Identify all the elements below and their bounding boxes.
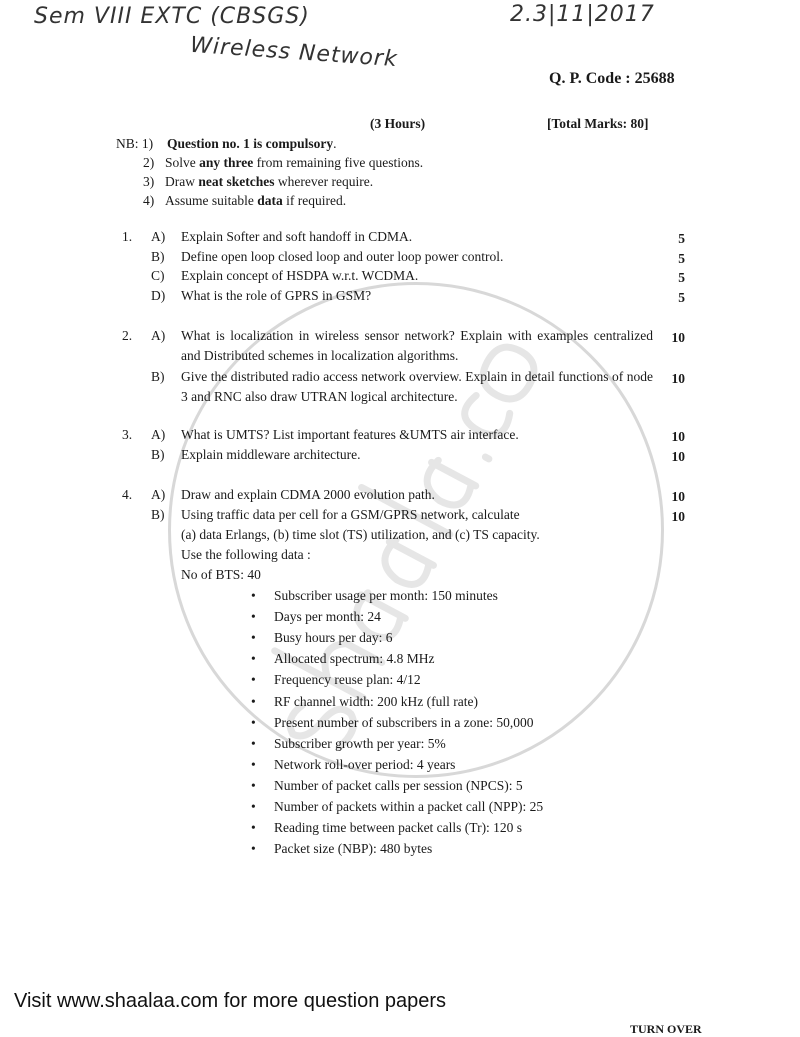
- part-label: B): [151, 249, 165, 264]
- handwritten-date: 2.3|11|2017: [510, 2, 655, 27]
- nb-text: from remaining five questions.: [253, 155, 424, 170]
- nb-text: .: [333, 136, 337, 151]
- marks: 10: [671, 489, 685, 504]
- part-label: A): [151, 427, 166, 442]
- bullet-text: Number of packets within a packet call (NPP): 25: [274, 799, 544, 814]
- part-label: B): [151, 447, 165, 462]
- footer-visit-link[interactable]: Visit www.shaalaa.com for more question papers: [14, 990, 447, 1012]
- nb-number: 2): [143, 155, 155, 170]
- bullet-text: Reading time between packet calls (Tr): 120 s: [274, 820, 523, 836]
- question-text-continued: No of BTS: 40: [181, 567, 261, 582]
- nb-bold-text: data: [257, 193, 283, 208]
- question-text: Draw and explain CDMA 2000 evolution path.: [181, 487, 435, 502]
- nb-bold-text: any three: [199, 155, 254, 170]
- question-text: Explain Softer and soft handoff in CDMA.: [181, 229, 413, 244]
- part-label: D): [151, 288, 166, 303]
- bullet-text: Network roll-over period: 4 years: [274, 756, 456, 772]
- nb-bold-text: neat sketches: [198, 174, 275, 189]
- bullet-text: Packet size (NBP): 480 bytes: [274, 841, 433, 857]
- marks: 10: [671, 371, 685, 386]
- bullet-text: Days per month: 24: [274, 609, 381, 625]
- question-number: 3.: [122, 427, 133, 442]
- question-text: Explain concept of HSDPA w.r.t. WCDMA.: [181, 268, 419, 283]
- bullet-text: Frequency reuse plan: 4/12: [274, 672, 421, 688]
- part-label: B): [151, 369, 165, 384]
- nb-text: wherever require.: [274, 174, 374, 189]
- qp-code: Q. P. Code : 25688: [549, 70, 675, 87]
- nb-line: [165, 155, 423, 171]
- question-text: Explain middleware architecture.: [181, 447, 361, 462]
- turn-over: TURN OVER: [630, 1022, 702, 1036]
- nb-number: NB: 1): [116, 136, 154, 151]
- bullet-text: Busy hours per day: 6: [274, 630, 393, 646]
- part-label: A): [151, 229, 166, 244]
- part-label: A): [151, 487, 166, 502]
- bullet-text: Subscriber usage per month: 150 minutes: [274, 588, 498, 603]
- question-text: Using traffic data per cell for a GSM/GPRS network, calculate: [181, 507, 520, 522]
- nb-text: Draw: [165, 174, 199, 189]
- bullet-text: Allocated spectrum: 4.8 MHz: [274, 651, 435, 667]
- question-text-continued: Use the following data :: [181, 547, 311, 562]
- duration: (3 Hours): [370, 116, 426, 131]
- question-text: Give the distributed radio access network overview. Explain in detail functions of node 3 and RNC also draw UTRAN logical architecture.: [181, 369, 653, 404]
- nb-number: 3): [143, 174, 155, 189]
- marks: 5: [678, 290, 685, 305]
- marks: 10: [671, 330, 685, 345]
- marks: 10: [671, 449, 685, 464]
- nb-line: [165, 193, 346, 209]
- nb-bold-text: Question no. 1 is compulsory: [167, 136, 334, 151]
- question-text: Define open loop closed loop and outer loop power control.: [181, 249, 504, 264]
- handwritten-subject: Wireless Network: [189, 32, 399, 73]
- nb-line: [167, 136, 337, 152]
- question-text: What is UMTS? List important features &UMTS air interface.: [181, 427, 519, 442]
- question-text-continued: (a) data Erlangs, (b) time slot (TS) utilization, and (c) TS capacity.: [181, 527, 540, 542]
- marks: 5: [678, 251, 685, 266]
- nb-text: Assume suitable: [165, 193, 258, 208]
- question-number: 2.: [122, 328, 133, 343]
- part-label: B): [151, 507, 165, 522]
- marks: 5: [678, 270, 685, 285]
- total-marks: [Total Marks: 80]: [547, 116, 649, 131]
- bullet-text: RF channel width: 200 kHz (full rate): [274, 693, 478, 709]
- marks: 10: [671, 509, 685, 524]
- marks: 10: [671, 429, 685, 444]
- handwritten-course: Sem VIII EXTC (CBSGS): [34, 4, 310, 29]
- part-label: C): [151, 268, 165, 283]
- question-number: 4.: [122, 487, 133, 502]
- part-label: A): [151, 328, 166, 343]
- nb-number: 4): [143, 193, 155, 208]
- bullet-text: Subscriber growth per year: 5%: [274, 735, 446, 751]
- question-text: What is the role of GPRS in GSM?: [181, 288, 372, 303]
- nb-line: [165, 174, 373, 190]
- bullet-text: Number of packet calls per session (NPCS): 5: [274, 777, 523, 793]
- question-number: 1.: [122, 229, 133, 244]
- question-text: What is localization in wireless sensor network? Explain with examples centralized and Distributed schemes in localization algorithms.: [181, 328, 653, 363]
- marks: 5: [678, 231, 685, 246]
- nb-text: Solve: [165, 155, 200, 170]
- bullet-text: Present number of subscribers in a zone: 50,000: [274, 714, 534, 730]
- nb-text: if required.: [282, 193, 347, 208]
